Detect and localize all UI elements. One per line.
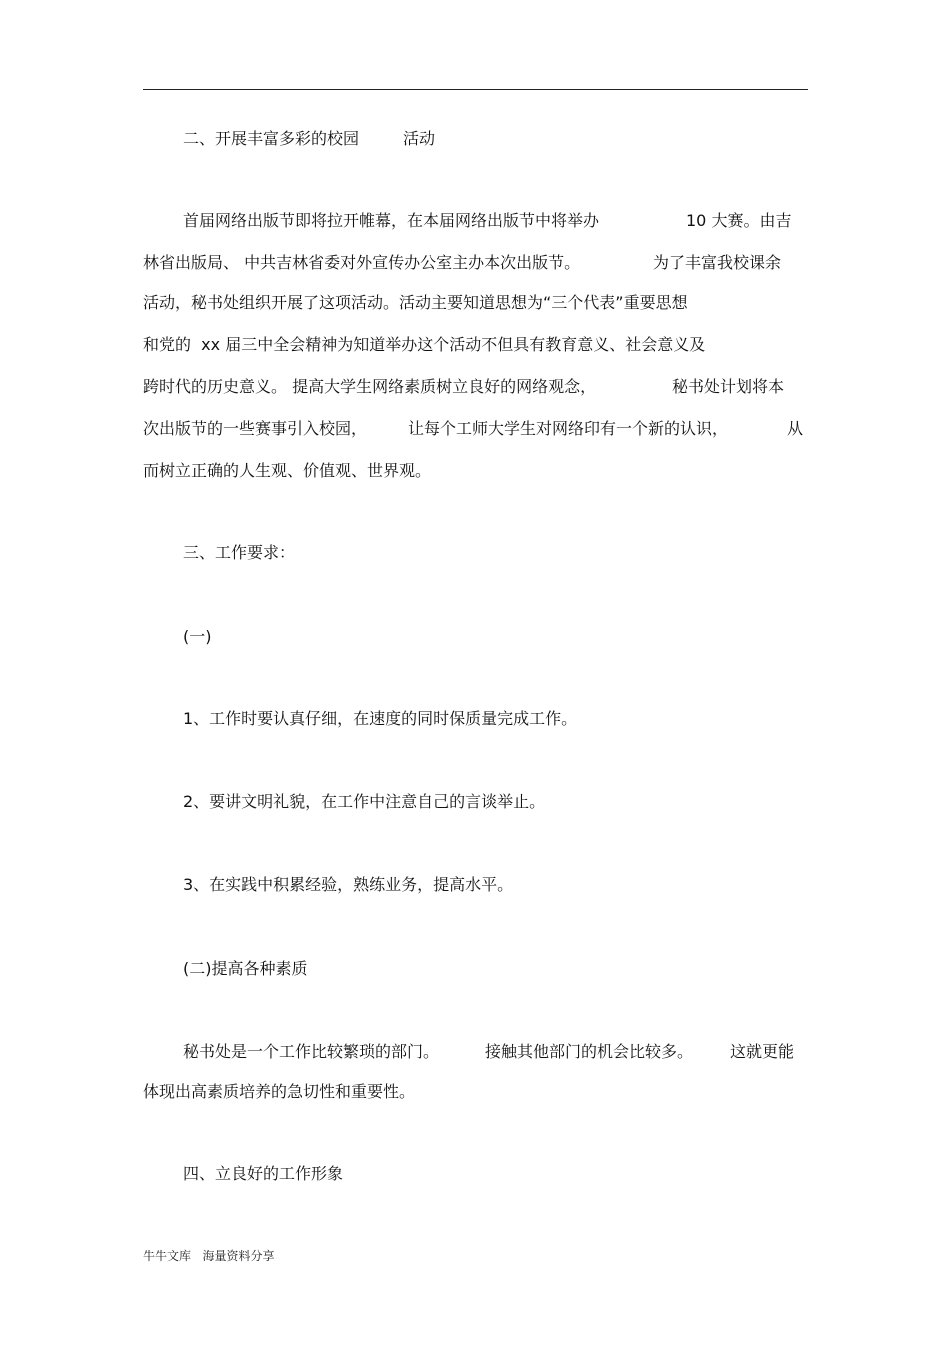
section-2-heading-tail: 活动 [403,129,436,148]
subsection-1-heading: (一) [183,627,212,646]
paragraph-line: 从 [787,419,804,438]
paragraph-line: 活动，秘书处组织开展了这项活动。活动主要知道思想为“三个代表”重要思想 [143,293,688,312]
paragraph-line: 接触其他部门的机会比较多。 [485,1042,694,1061]
section-4-heading: 四、立良好的工作形象 [183,1164,344,1183]
paragraph-line: 让每个工师大学生对网络印有一个新的认识， [408,419,729,438]
footer-text: 牛牛文库 海量资料分享 [143,1249,275,1263]
paragraph-line: 体现出高素质培养的急切性和重要性。 [143,1082,416,1101]
header-rule [143,89,808,90]
paragraph-line: 首届网络出版节即将拉开帷幕，在本届网络出版节中将举办 [183,211,600,230]
section-2-heading: 二、开展丰富多彩的校园 [183,129,360,148]
paragraph-line: 秘书处计划将本 [672,377,785,396]
paragraph-line: 这就更能 [730,1042,795,1061]
paragraph-line: 而树立正确的人生观、价值观、世界观。 [143,461,432,480]
paragraph-line: 10 大赛。由吉 [686,211,792,230]
list-item: 2、要讲文明礼貌，在工作中注意自己的言谈举止。 [183,792,546,811]
paragraph-line: 秘书处是一个工作比较繁琐的部门。 [183,1042,440,1061]
paragraph-line: 跨时代的历史意义。 提高大学生网络素质树立良好的网络观念， [143,377,597,396]
list-item: 1、工作时要认真仔细，在速度的同时保质量完成工作。 [183,709,578,728]
paragraph-line: 次出版节的一些赛事引入校园， [143,419,368,438]
list-item: 3、在实践中积累经验，熟练业务，提高水平。 [183,875,514,894]
paragraph-line: 和党的 xx 届三中全会精神为知道举办这个活动不但具有教育意义、社会意义及 [143,335,706,354]
paragraph-line: 为了丰富我校课余 [653,253,782,272]
subsection-2-heading: (二)提高各种素质 [183,959,308,978]
paragraph-line: 林省出版局、 中共吉林省委对外宣传办公室主办本次出版节。 [143,253,581,272]
section-3-heading: 三、工作要求： [183,543,296,562]
